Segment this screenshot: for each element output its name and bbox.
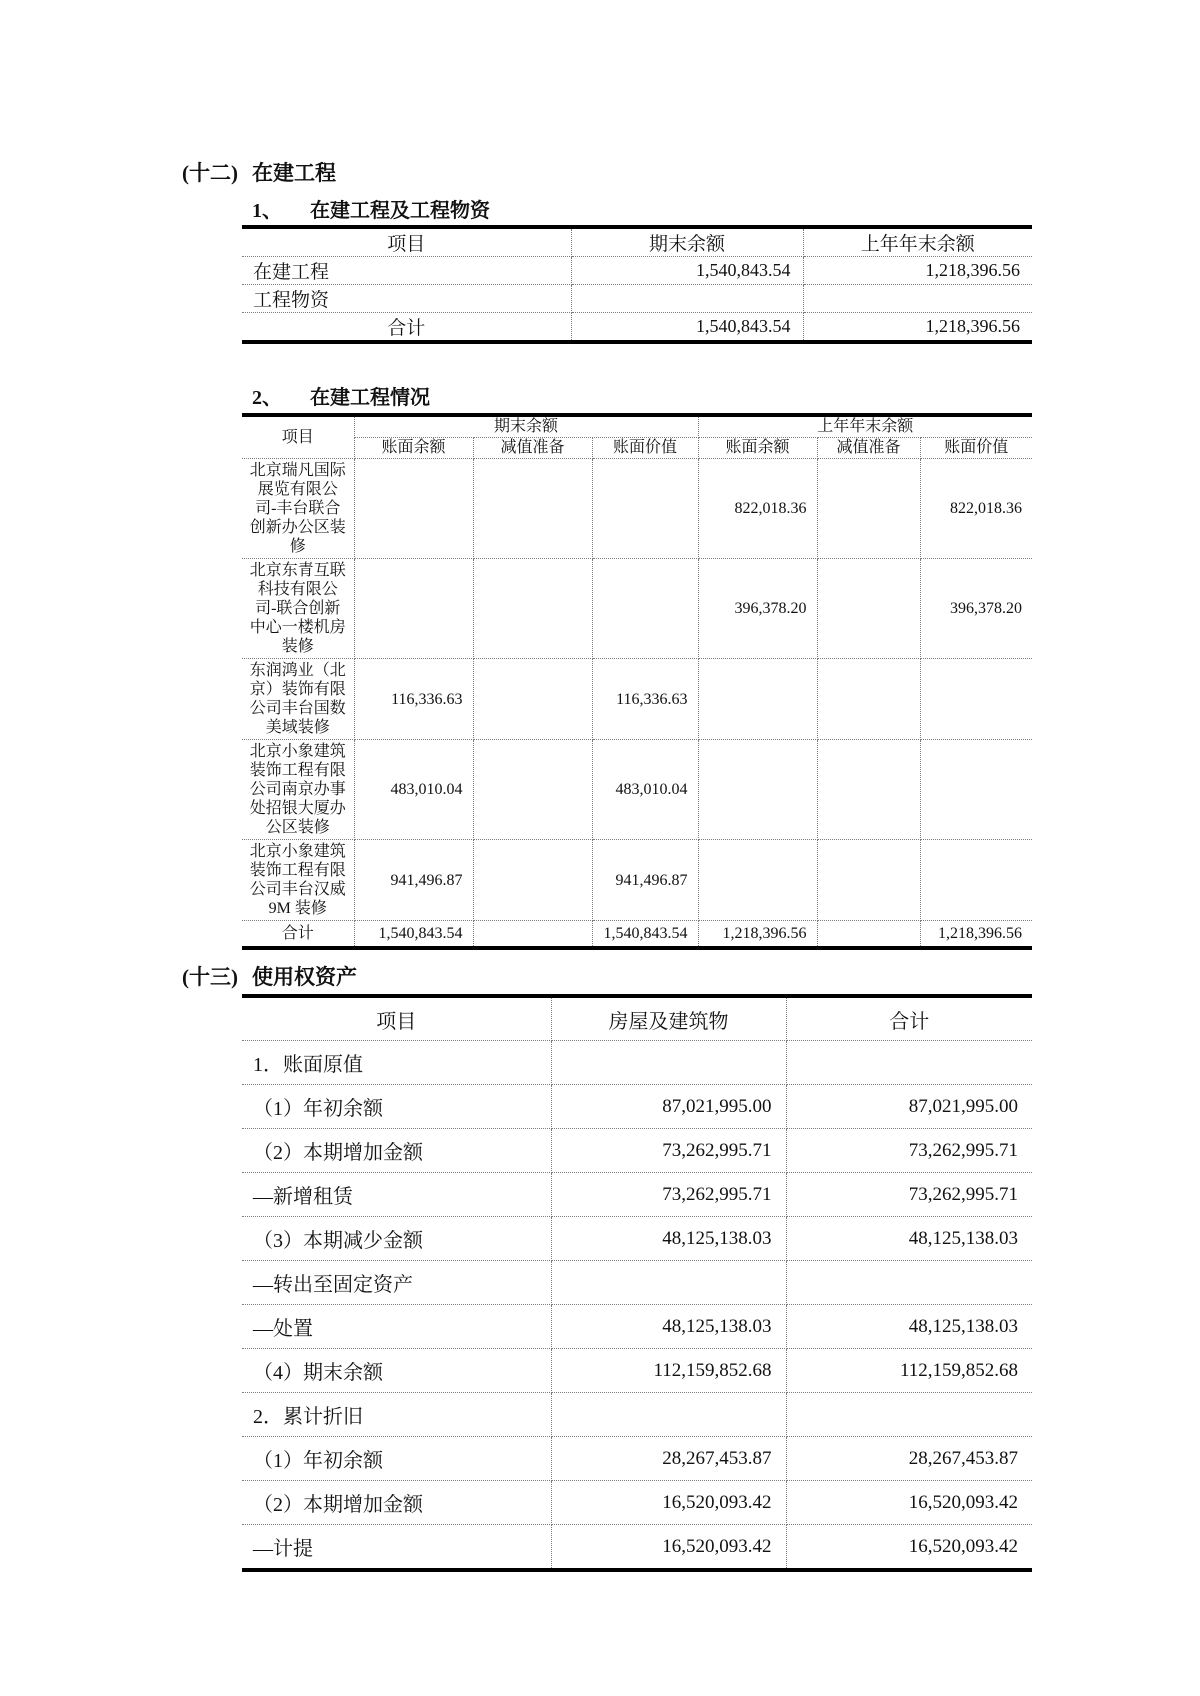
header-item: 项目 <box>242 996 551 1041</box>
cell-project-name: 合计 <box>242 921 354 949</box>
table-row <box>242 459 1032 559</box>
cell-item: 在建工程 <box>242 257 571 285</box>
cell-prior-balance <box>803 285 1032 313</box>
cell-prior-book-balance: 822,018.36 <box>698 459 817 559</box>
cell-buildings-value: 87,021,995.00 <box>551 1085 786 1129</box>
table-header-row <box>242 227 1032 257</box>
cell-item: —转出至固定资产 <box>242 1261 551 1305</box>
section-12-number: (十二) <box>182 161 238 185</box>
cell-ending-book-balance <box>354 559 473 659</box>
cell-ending-book-balance <box>354 459 473 559</box>
cip-detail-table <box>242 413 1032 950</box>
table-row <box>242 1041 1032 1085</box>
table-header-row <box>242 415 1032 438</box>
table-row <box>242 257 1032 285</box>
cell-prior-impairment <box>817 840 920 921</box>
cell-total-value <box>786 1261 1032 1305</box>
table-row <box>242 1525 1032 1571</box>
cell-total-value: 87,021,995.00 <box>786 1085 1032 1129</box>
cell-prior-book-balance <box>698 740 817 840</box>
cell-item: 1．账面原值 <box>242 1041 551 1085</box>
cell-item: （4）期末余额 <box>242 1349 551 1393</box>
cell-project-name: 东润鸿业（北京）装饰有限公司丰台国数美域装修 <box>242 659 354 740</box>
table-row <box>242 1393 1032 1437</box>
table-subheader-row <box>242 438 1032 459</box>
cell-ending-book-balance: 1,540,843.54 <box>354 921 473 949</box>
header-item: 项目 <box>242 227 571 257</box>
cell-ending-book-value: 116,336.63 <box>592 659 698 740</box>
cell-total-value: 73,262,995.71 <box>786 1129 1032 1173</box>
table-row <box>242 1129 1032 1173</box>
header-total: 合计 <box>786 996 1032 1041</box>
header-prior-year-balance: 上年年末余额 <box>803 227 1032 257</box>
cell-ending-balance: 1,540,843.54 <box>571 257 803 285</box>
cell-project-name: 北京瑞凡国际展览有限公司-丰台联合创新办公区装修 <box>242 459 354 559</box>
cell-item: 工程物资 <box>242 285 571 313</box>
cell-prior-book-balance: 1,218,396.56 <box>698 921 817 949</box>
header-prior-group: 上年年末余额 <box>698 415 1032 438</box>
cell-buildings-value: 73,262,995.71 <box>551 1173 786 1217</box>
cell-ending-book-value: 1,540,843.54 <box>592 921 698 949</box>
cell-buildings-value: 48,125,138.03 <box>551 1217 786 1261</box>
table-row <box>242 1349 1032 1393</box>
cell-prior-book-value: 396,378.20 <box>920 559 1032 659</box>
cell-prior-impairment <box>817 740 920 840</box>
header-book-balance: 账面余额 <box>354 438 473 459</box>
header-book-value: 账面价值 <box>592 438 698 459</box>
header-impairment: 减值准备 <box>817 438 920 459</box>
cell-buildings-value: 16,520,093.42 <box>551 1481 786 1525</box>
cell-ending-impairment <box>473 659 592 740</box>
cell-ending-book-value: 941,496.87 <box>592 840 698 921</box>
subsection-2-title: 在建工程情况 <box>310 387 430 409</box>
cell-prior-book-balance <box>698 840 817 921</box>
cell-prior-balance: 1,218,396.56 <box>803 313 1032 343</box>
cell-prior-impairment <box>817 459 920 559</box>
cell-item: 2．累计折旧 <box>242 1393 551 1437</box>
cell-item: （3）本期减少金额 <box>242 1217 551 1261</box>
cell-total-value: 48,125,138.03 <box>786 1305 1032 1349</box>
cell-buildings-value <box>551 1393 786 1437</box>
cell-buildings-value: 16,520,093.42 <box>551 1525 786 1571</box>
cell-prior-book-value: 1,218,396.56 <box>920 921 1032 949</box>
cell-item: —新增租赁 <box>242 1173 551 1217</box>
cell-buildings-value <box>551 1261 786 1305</box>
cell-total-value: 73,262,995.71 <box>786 1173 1032 1217</box>
header-ending-group: 期末余额 <box>354 415 698 438</box>
subsection-2-number: 2、 <box>252 387 282 409</box>
cell-ending-impairment <box>473 840 592 921</box>
cell-project-name: 北京东青互联科技有限公司-联合创新中心一楼机房装修 <box>242 559 354 659</box>
header-book-balance: 账面余额 <box>698 438 817 459</box>
cell-ending-balance <box>571 285 803 313</box>
header-book-value: 账面价值 <box>920 438 1032 459</box>
subsection-1-number: 1、 <box>252 200 282 222</box>
cip-summary-table <box>242 225 1032 344</box>
table-row <box>242 1173 1032 1217</box>
cell-prior-impairment <box>817 559 920 659</box>
header-buildings: 房屋及建筑物 <box>551 996 786 1041</box>
table-row <box>242 1305 1032 1349</box>
table-header-row <box>242 996 1032 1041</box>
cell-ending-balance: 1,540,843.54 <box>571 313 803 343</box>
cell-ending-book-value <box>592 459 698 559</box>
cell-item: （2）本期增加金额 <box>242 1481 551 1525</box>
cell-item: （1）年初余额 <box>242 1085 551 1129</box>
rou-assets-table <box>242 994 1032 1572</box>
cell-item: —处置 <box>242 1305 551 1349</box>
cell-project-name: 北京小象建筑装饰工程有限公司南京办事处招银大厦办公区装修 <box>242 740 354 840</box>
cell-item: 合计 <box>242 313 571 343</box>
cell-item: （1）年初余额 <box>242 1437 551 1481</box>
cell-buildings-value: 73,262,995.71 <box>551 1129 786 1173</box>
cell-buildings-value: 48,125,138.03 <box>551 1305 786 1349</box>
cell-ending-book-value <box>592 559 698 659</box>
table-total-row <box>242 921 1032 949</box>
section-13-number: (十三) <box>182 965 238 989</box>
cell-prior-balance: 1,218,396.56 <box>803 257 1032 285</box>
section-13-title: 使用权资产 <box>252 965 357 989</box>
subsection-1-heading <box>252 200 490 222</box>
table-total-row <box>242 313 1032 343</box>
table-row <box>242 1085 1032 1129</box>
cell-total-value: 16,520,093.42 <box>786 1481 1032 1525</box>
table-row <box>242 1437 1032 1481</box>
cell-item: —计提 <box>242 1525 551 1571</box>
cell-prior-book-balance <box>698 659 817 740</box>
cell-prior-book-value: 822,018.36 <box>920 459 1032 559</box>
table-row <box>242 1261 1032 1305</box>
cell-total-value: 48,125,138.03 <box>786 1217 1032 1261</box>
cell-prior-book-value <box>920 740 1032 840</box>
cell-ending-book-balance: 941,496.87 <box>354 840 473 921</box>
table-row <box>242 559 1032 659</box>
table-row <box>242 1217 1032 1261</box>
cell-ending-impairment <box>473 921 592 949</box>
header-ending-balance: 期末余额 <box>571 227 803 257</box>
cell-buildings-value: 112,159,852.68 <box>551 1349 786 1393</box>
cell-prior-book-balance: 396,378.20 <box>698 559 817 659</box>
cell-total-value <box>786 1041 1032 1085</box>
cell-ending-impairment <box>473 459 592 559</box>
subsection-1-title: 在建工程及工程物资 <box>310 200 490 222</box>
section-12-title: 在建工程 <box>252 161 336 185</box>
cell-ending-book-balance: 116,336.63 <box>354 659 473 740</box>
section-13-heading <box>182 966 357 988</box>
cell-buildings-value <box>551 1041 786 1085</box>
cell-ending-impairment <box>473 559 592 659</box>
table-row <box>242 285 1032 313</box>
header-item: 项目 <box>242 415 354 459</box>
cell-ending-impairment <box>473 740 592 840</box>
header-impairment: 减值准备 <box>473 438 592 459</box>
cell-item: （2）本期增加金额 <box>242 1129 551 1173</box>
cell-total-value: 28,267,453.87 <box>786 1437 1032 1481</box>
cell-prior-impairment <box>817 921 920 949</box>
table-row <box>242 659 1032 740</box>
subsection-2-heading <box>252 387 430 409</box>
cell-prior-book-value <box>920 659 1032 740</box>
table-row <box>242 840 1032 921</box>
table-row <box>242 1481 1032 1525</box>
table-row <box>242 740 1032 840</box>
cell-ending-book-balance: 483,010.04 <box>354 740 473 840</box>
cell-total-value <box>786 1393 1032 1437</box>
cell-project-name: 北京小象建筑装饰工程有限公司丰台汉威9M 装修 <box>242 840 354 921</box>
cell-prior-book-value <box>920 840 1032 921</box>
section-12-heading <box>182 162 336 184</box>
cell-total-value: 16,520,093.42 <box>786 1525 1032 1571</box>
cell-total-value: 112,159,852.68 <box>786 1349 1032 1393</box>
cell-prior-impairment <box>817 659 920 740</box>
cell-buildings-value: 28,267,453.87 <box>551 1437 786 1481</box>
cell-ending-book-value: 483,010.04 <box>592 740 698 840</box>
